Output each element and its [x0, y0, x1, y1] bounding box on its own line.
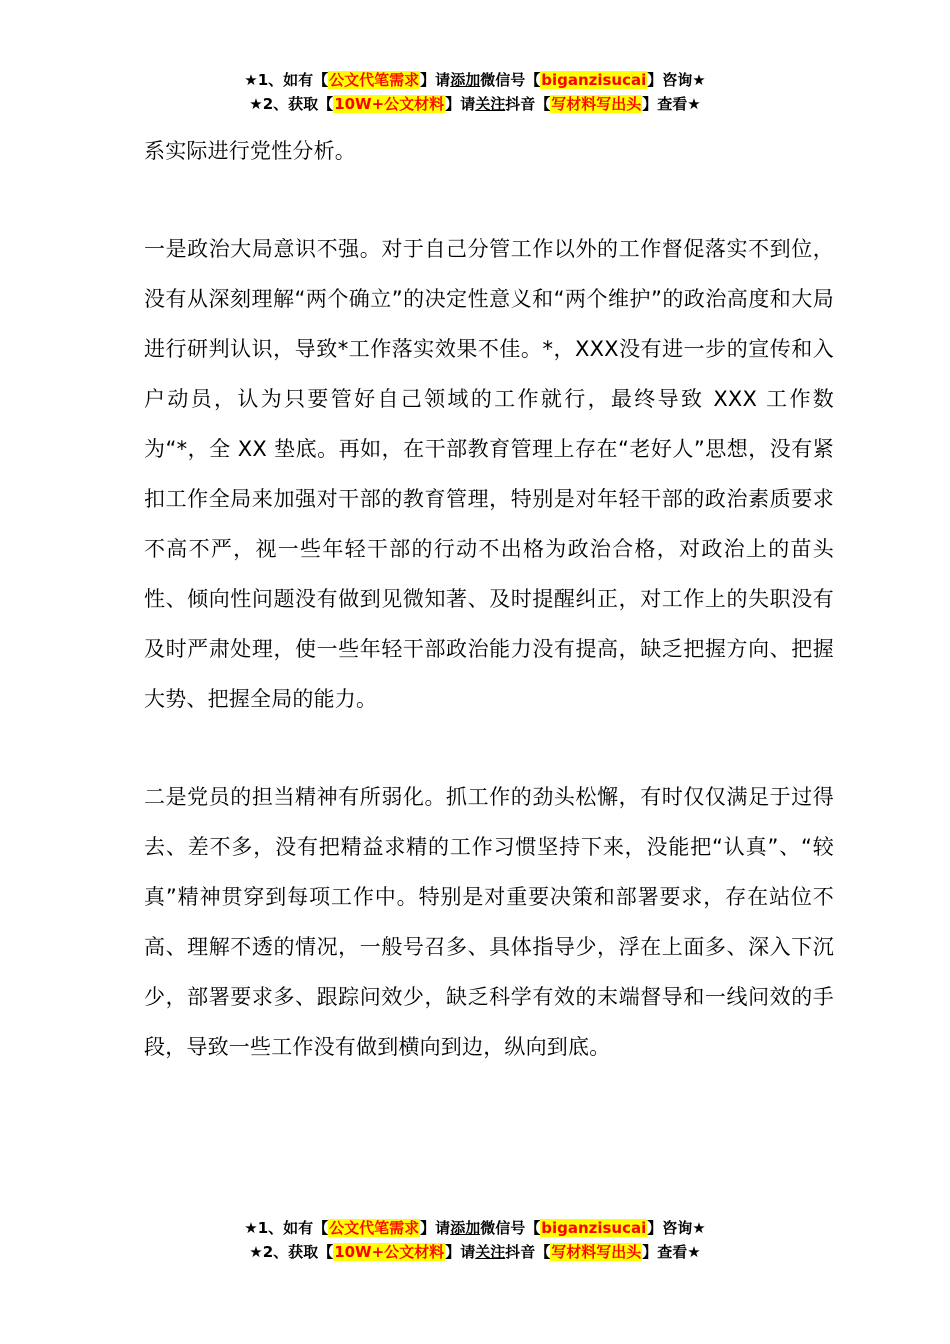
highlight-douyin-account: 写材料写出头 — [551, 1243, 642, 1261]
paragraph-political-awareness: 一是政治大局意识不强。对于自己分管工作以外的工作督促落实不到位，没有从深刻理解“两个确立”的决定性意义和“两个维护”的政治高度和大局进行研判认识，导致*工作落实效果不佳。*，XXX没有进一步的宣传和入户动员，认为只要管好自己领域的工作就行，最终导致 XXX 工作数为“*，全 XX 垫底。再如，在干部教育管理上存在“老好人”思想，没有紧扣工作全局来加强对干部的教育管理，特别是对年轻干部的政治素质要求不高不严，视一些年轻干部的行动不出格为政治合格，对政治上的苗头性、倾向性问题没有做到见微知著、及时提醒纠正，对工作上的失职没有及时严肃处理，使一些年轻干部政治能力没有提高，缺乏把握方向、把握大势、把握全局的能力。 — [144, 237, 834, 711]
document-body — [144, 126, 834, 1072]
highlight-materials: 10W+公文材料 — [334, 95, 445, 113]
paragraph-gap — [144, 724, 834, 772]
highlight-service: 公文代笔需求 — [329, 71, 420, 89]
promo-line-2: ★2、获取【10W+公文材料】请关注抖音【写材料写出头】查看★ — [249, 95, 701, 113]
promo-banner-bottom — [0, 1216, 950, 1264]
promo-line-2: ★2、获取【10W+公文材料】请关注抖音【写材料写出头】查看★ — [249, 1243, 701, 1261]
highlight-wechat-id: biganzisucai — [541, 71, 647, 89]
promo-line-1: ★1、如有【公文代笔需求】请添加微信号【biganzisucai】咨询★ — [244, 1219, 706, 1237]
paragraph-responsibility: 二是党员的担当精神有所弱化。抓工作的劲头松懈，有时仅仅满足于过得去、差不多，没有把精益求精的工作习惯坚持下来，没能把“认真”、“较真”精神贯穿到每项工作中。特别是对重要决策和部署要求，存在站位不高、理解不透的情况，一般号召多、具体指导少，浮在上面多、深入下沉少，部署要求多、跟踪问效少，缺乏科学有效的末端督导和一线问效的手段，导致一些工作没有做到横向到边，纵向到底。 — [144, 785, 834, 1059]
highlight-materials: 10W+公文材料 — [334, 1243, 445, 1261]
paragraph-gap — [144, 176, 834, 224]
highlight-douyin-account: 写材料写出头 — [551, 95, 642, 113]
highlight-service: 公文代笔需求 — [329, 1219, 420, 1237]
promo-line-1: ★1、如有【公文代笔需求】请添加微信号【biganzisucai】咨询★ — [244, 71, 706, 89]
highlight-wechat-id: biganzisucai — [541, 1219, 647, 1237]
promo-banner-top — [0, 68, 950, 116]
paragraph-continuation: 系实际进行党性分析。 — [144, 139, 356, 163]
